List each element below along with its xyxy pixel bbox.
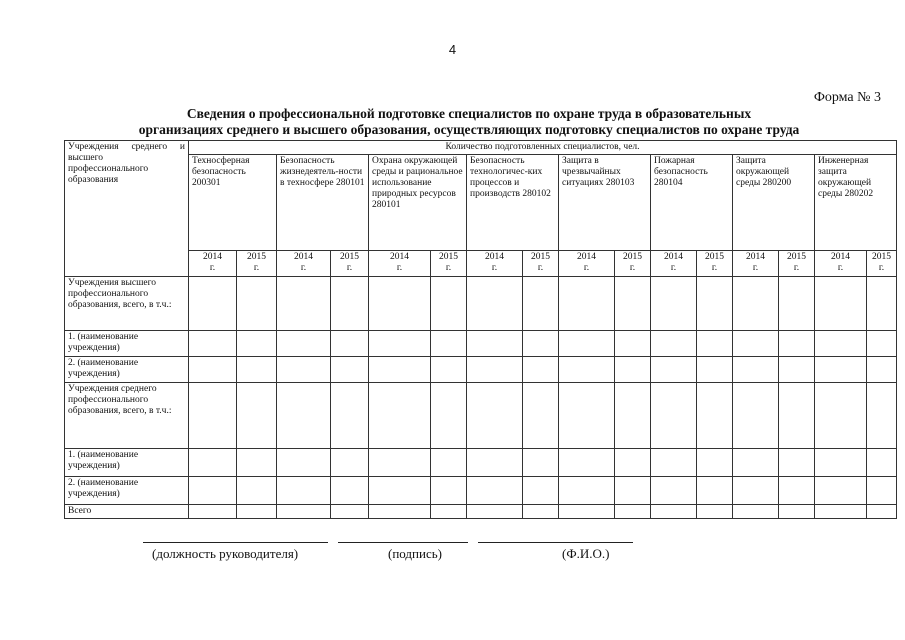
year-header [467,251,523,277]
data-cell[interactable] [867,449,897,477]
data-cell[interactable] [559,277,615,331]
data-cell[interactable] [559,477,615,505]
data-cell[interactable] [431,383,467,449]
year-suffix: г. [583,263,590,273]
data-cell[interactable] [277,477,331,505]
data-cell[interactable] [369,505,431,519]
data-cell[interactable] [331,277,369,331]
year-suffix: г. [793,263,800,273]
year-number: 2014 [746,252,765,262]
col-header-institution: Учреждения среднего и высшего профессионального образования [65,141,189,277]
specialty-header-8: Инженерная защита окружающей среды 280202 [815,155,897,251]
data-cell[interactable] [277,331,331,357]
year-header-row [65,251,897,277]
data-cell[interactable] [733,357,779,383]
data-cell[interactable] [779,331,815,357]
year-number: 2015 [705,252,724,262]
form-number: Форма № 3 [813,90,881,105]
data-cell[interactable] [733,331,779,357]
col-header-quantity: Количество подготовленных специалистов, чел. [189,141,897,155]
year-number: 2014 [664,252,683,262]
data-cell[interactable] [651,357,697,383]
year-suffix: г. [629,263,636,273]
data-cell[interactable] [431,331,467,357]
specialty-header-3: Охрана окружающей среды и рациональное использование природных ресурсов 280101 [369,155,467,251]
specialty-header-row [65,155,897,251]
year-header [615,251,651,277]
data-cell[interactable] [815,383,867,449]
data-cell[interactable] [523,383,559,449]
data-cell[interactable] [559,331,615,357]
year-suffix: г. [445,263,452,273]
data-cell[interactable] [467,331,523,357]
data-cell[interactable] [615,477,651,505]
data-cell[interactable] [189,477,237,505]
year-suffix: г. [209,263,216,273]
data-cell[interactable] [369,449,431,477]
data-cell[interactable] [331,505,369,519]
data-cell[interactable] [331,331,369,357]
year-suffix: г. [491,263,498,273]
data-cell[interactable] [867,477,897,505]
data-cell[interactable] [779,449,815,477]
data-cell[interactable] [523,477,559,505]
data-cell[interactable] [697,505,733,519]
year-number: 2014 [485,252,504,262]
data-cell[interactable] [615,449,651,477]
year-number: 2015 [787,252,806,262]
table-row [65,331,897,357]
data-cell[interactable] [523,331,559,357]
year-header [431,251,467,277]
data-cell[interactable] [467,505,523,519]
data-cell[interactable] [733,505,779,519]
year-header [651,251,697,277]
data-cell[interactable] [559,383,615,449]
data-cell[interactable] [867,331,897,357]
data-cell[interactable] [651,449,697,477]
data-cell[interactable] [779,383,815,449]
year-number: 2014 [390,252,409,262]
data-cell[interactable] [651,277,697,331]
data-cell[interactable] [189,383,237,449]
data-cell[interactable] [867,505,897,519]
specialty-header-7: Защита окружающей среды 280200 [733,155,815,251]
data-cell[interactable] [369,277,431,331]
signature-line-signature [338,542,468,543]
data-cell[interactable] [237,331,277,357]
report-table [64,140,897,519]
row-label: 1. (наименование учреждения) [65,331,189,357]
data-cell[interactable] [467,277,523,331]
data-cell[interactable] [615,383,651,449]
year-header [815,251,867,277]
data-cell[interactable] [697,277,733,331]
table-row [65,449,897,477]
data-cell[interactable] [331,477,369,505]
year-number: 2014 [831,252,850,262]
specialty-header-2: Безопасность жизнедеятель-ности в техносфере 280101 [277,155,369,251]
data-cell[interactable] [697,357,733,383]
data-cell[interactable] [779,477,815,505]
data-cell[interactable] [369,383,431,449]
data-cell[interactable] [237,357,277,383]
data-cell[interactable] [815,331,867,357]
data-cell[interactable] [815,277,867,331]
row-label: Всего [65,505,189,519]
data-cell[interactable] [189,277,237,331]
data-cell[interactable] [523,449,559,477]
signature-sign-label: (подпись) [388,546,442,561]
table-body [65,277,897,519]
signature-line-name [478,542,633,543]
data-cell[interactable] [815,477,867,505]
data-cell[interactable] [431,505,467,519]
document-title [60,106,878,138]
data-cell[interactable] [237,477,277,505]
title-line-1: Сведения о профессиональной подготовке специалистов по охране труда в образовательных [186,106,752,121]
row-label: 1. (наименование учреждения) [65,449,189,477]
data-cell[interactable] [815,505,867,519]
data-cell[interactable] [559,505,615,519]
specialty-header-6: Пожарная безопасность 280104 [651,155,733,251]
year-header [559,251,615,277]
table-row [65,357,897,383]
year-header [733,251,779,277]
year-suffix: г. [537,263,544,273]
data-cell[interactable] [559,449,615,477]
year-header [779,251,815,277]
data-cell[interactable] [815,449,867,477]
data-cell[interactable] [369,477,431,505]
year-suffix: г. [878,263,885,273]
row-label: 2. (наименование учреждения) [65,477,189,505]
data-cell[interactable] [559,357,615,383]
row-label: Учреждения высшего профессионального образования, всего, в т.ч.: [65,277,189,331]
data-cell[interactable] [277,357,331,383]
data-cell[interactable] [615,357,651,383]
year-suffix: г. [837,263,844,273]
specialty-header-5: Защита в чрезвычайных ситуациях 280103 [559,155,651,251]
data-cell[interactable] [815,357,867,383]
year-number: 2015 [531,252,550,262]
data-cell[interactable] [733,477,779,505]
data-cell[interactable] [331,357,369,383]
data-cell[interactable] [277,277,331,331]
table-row [65,505,897,519]
data-cell[interactable] [867,357,897,383]
year-header [523,251,559,277]
data-cell[interactable] [189,505,237,519]
data-cell[interactable] [779,357,815,383]
table-row [65,277,897,331]
year-number: 2015 [439,252,458,262]
data-cell[interactable] [277,383,331,449]
data-cell[interactable] [189,331,237,357]
data-cell[interactable] [467,383,523,449]
data-cell[interactable] [277,505,331,519]
data-cell[interactable] [431,357,467,383]
specialty-header-1: Техносферная безопасность 200301 [189,155,277,251]
year-number: 2015 [340,252,359,262]
signature-position-label: (должность руководителя) [152,546,299,561]
data-cell[interactable] [615,331,651,357]
signature-name-label: (Ф.И.О.) [562,546,610,561]
data-cell[interactable] [651,383,697,449]
data-cell[interactable] [467,357,523,383]
data-cell[interactable] [431,277,467,331]
data-cell[interactable] [431,477,467,505]
data-cell[interactable] [467,449,523,477]
table-row [65,383,897,449]
specialty-header-4: Безопасность технологичес-ких процессов и производств 280102 [467,155,559,251]
data-cell[interactable] [237,277,277,331]
data-cell[interactable] [697,449,733,477]
signature-line-position [143,542,328,543]
year-header [237,251,277,277]
year-number: 2015 [623,252,642,262]
row-label: 2. (наименование учреждения) [65,357,189,383]
data-cell[interactable] [651,505,697,519]
year-header [189,251,237,277]
data-cell[interactable] [867,277,897,331]
data-cell[interactable] [189,357,237,383]
year-suffix: г. [396,263,403,273]
data-cell[interactable] [733,449,779,477]
data-cell[interactable] [651,477,697,505]
data-cell[interactable] [779,277,815,331]
year-header [867,251,897,277]
year-number: 2014 [203,252,222,262]
data-cell[interactable] [189,449,237,477]
data-cell[interactable] [237,505,277,519]
title-line-2: организациях среднего и высшего образования, осуществляющих подготовку специалистов по охране труда [138,122,800,137]
year-header [697,251,733,277]
year-header [277,251,331,277]
data-cell[interactable] [369,331,431,357]
data-cell[interactable] [237,449,277,477]
year-number: 2014 [577,252,596,262]
year-suffix: г. [346,263,353,273]
data-cell[interactable] [523,505,559,519]
data-cell[interactable] [237,383,277,449]
row-label: Учреждения среднего профессионального образования, всего, в т.ч.: [65,383,189,449]
page-number: 4 [448,42,457,57]
data-cell[interactable] [779,505,815,519]
data-cell[interactable] [467,477,523,505]
data-cell[interactable] [651,331,697,357]
data-cell[interactable] [733,383,779,449]
year-suffix: г. [752,263,759,273]
year-header [369,251,431,277]
year-suffix: г. [670,263,677,273]
data-cell[interactable] [867,383,897,449]
data-cell[interactable] [523,277,559,331]
data-cell[interactable] [523,357,559,383]
year-number: 2015 [872,252,891,262]
data-cell[interactable] [277,449,331,477]
data-cell[interactable] [615,277,651,331]
year-suffix: г. [253,263,260,273]
year-number: 2015 [247,252,266,262]
data-cell[interactable] [431,449,467,477]
data-cell[interactable] [331,383,369,449]
data-cell[interactable] [615,505,651,519]
data-cell[interactable] [697,477,733,505]
year-header [331,251,369,277]
data-cell[interactable] [697,383,733,449]
year-number: 2014 [294,252,313,262]
year-suffix: г. [711,263,718,273]
data-cell[interactable] [697,331,733,357]
data-cell[interactable] [331,449,369,477]
data-cell[interactable] [733,277,779,331]
data-cell[interactable] [369,357,431,383]
table-row [65,477,897,505]
year-suffix: г. [300,263,307,273]
